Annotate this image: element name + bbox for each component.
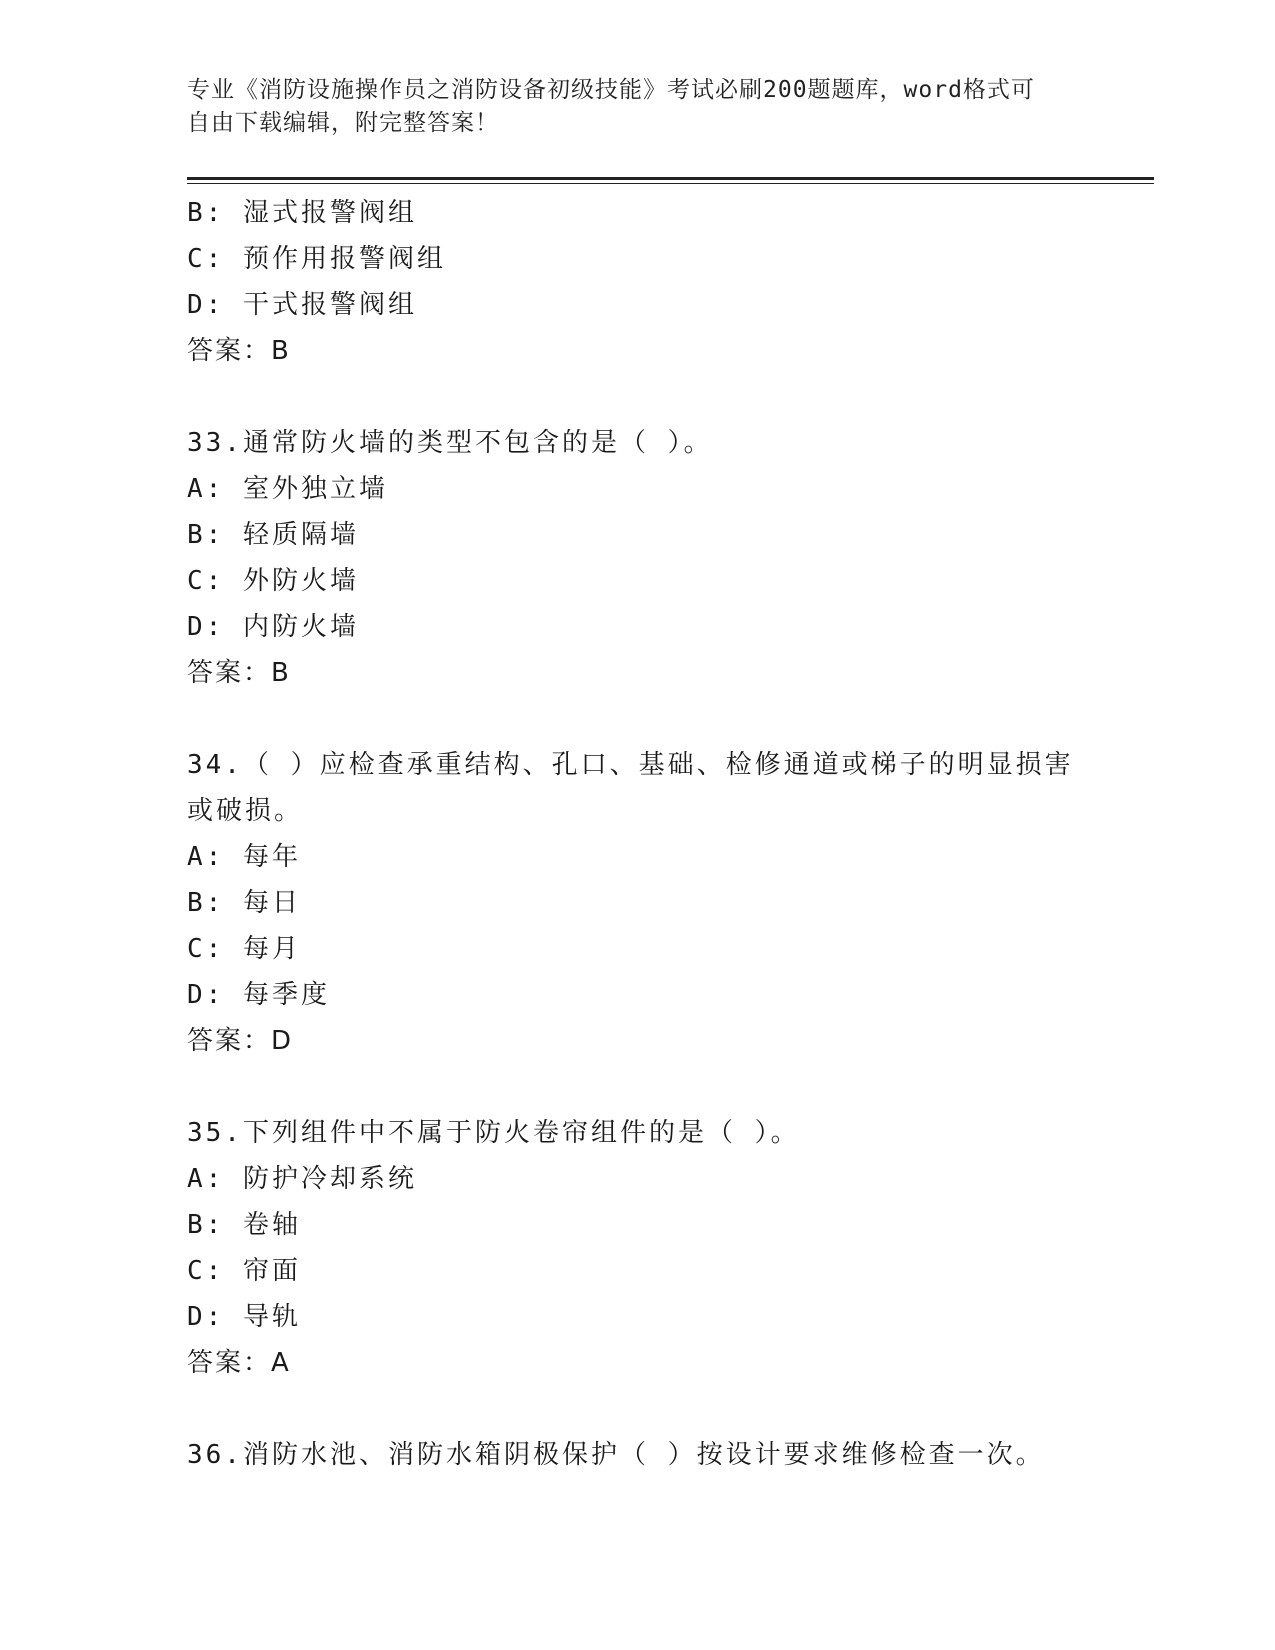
option-d: D: 干式报警阀组	[187, 290, 417, 320]
answer-line: 答案：D	[187, 1026, 294, 1056]
question-text-line-2: 或破损。	[187, 796, 304, 826]
document-header	[187, 74, 1087, 140]
option-c: C: 帘面	[187, 1256, 301, 1286]
option-c: C: 外防火墙	[187, 566, 359, 596]
answer-line: 答案：B	[187, 658, 291, 688]
question-text: 35.下列组件中不属于防火卷帘组件的是（ ）。	[187, 1118, 800, 1148]
header-divider-thin	[187, 183, 1154, 184]
option-c: C: 每月	[187, 934, 301, 964]
answer-line: 答案：B	[187, 336, 291, 366]
question-block-35	[187, 1110, 1087, 1386]
question-text: 33.通常防火墙的类型不包含的是（ ）。	[187, 428, 713, 458]
question-list	[187, 190, 1087, 1478]
header-divider-thick	[187, 177, 1154, 180]
option-d: D: 导轨	[187, 1302, 301, 1332]
question-block-36	[187, 1432, 1087, 1478]
answer-line: 答案：A	[187, 1348, 291, 1378]
header-line-1: 专业《消防设施操作员之消防设备初级技能》考试必刷200题题库，word格式可	[187, 77, 1035, 103]
option-b: B: 湿式报警阀组	[187, 198, 417, 228]
question-block-33	[187, 420, 1087, 696]
header-line-2: 自由下载编辑，附完整答案！	[187, 110, 499, 136]
question-text: 36.消防水池、消防水箱阴极保护（ ）按设计要求维修检查一次。	[187, 1440, 1045, 1470]
option-a: A: 每年	[187, 842, 301, 872]
question-text-line-1: 34.（ ）应检查承重结构、孔口、基础、检修通道或梯子的明显损害	[187, 750, 1074, 780]
option-b: B: 轻质隔墙	[187, 520, 359, 550]
option-b: B: 卷轴	[187, 1210, 301, 1240]
question-block-continued	[187, 190, 1087, 374]
option-a: A: 防护冷却系统	[187, 1164, 417, 1194]
option-c: C: 预作用报警阀组	[187, 244, 446, 274]
option-a: A: 室外独立墙	[187, 474, 388, 504]
option-d: D: 内防火墙	[187, 612, 359, 642]
option-d: D: 每季度	[187, 980, 330, 1010]
question-block-34	[187, 742, 1087, 1064]
option-b: B: 每日	[187, 888, 301, 918]
